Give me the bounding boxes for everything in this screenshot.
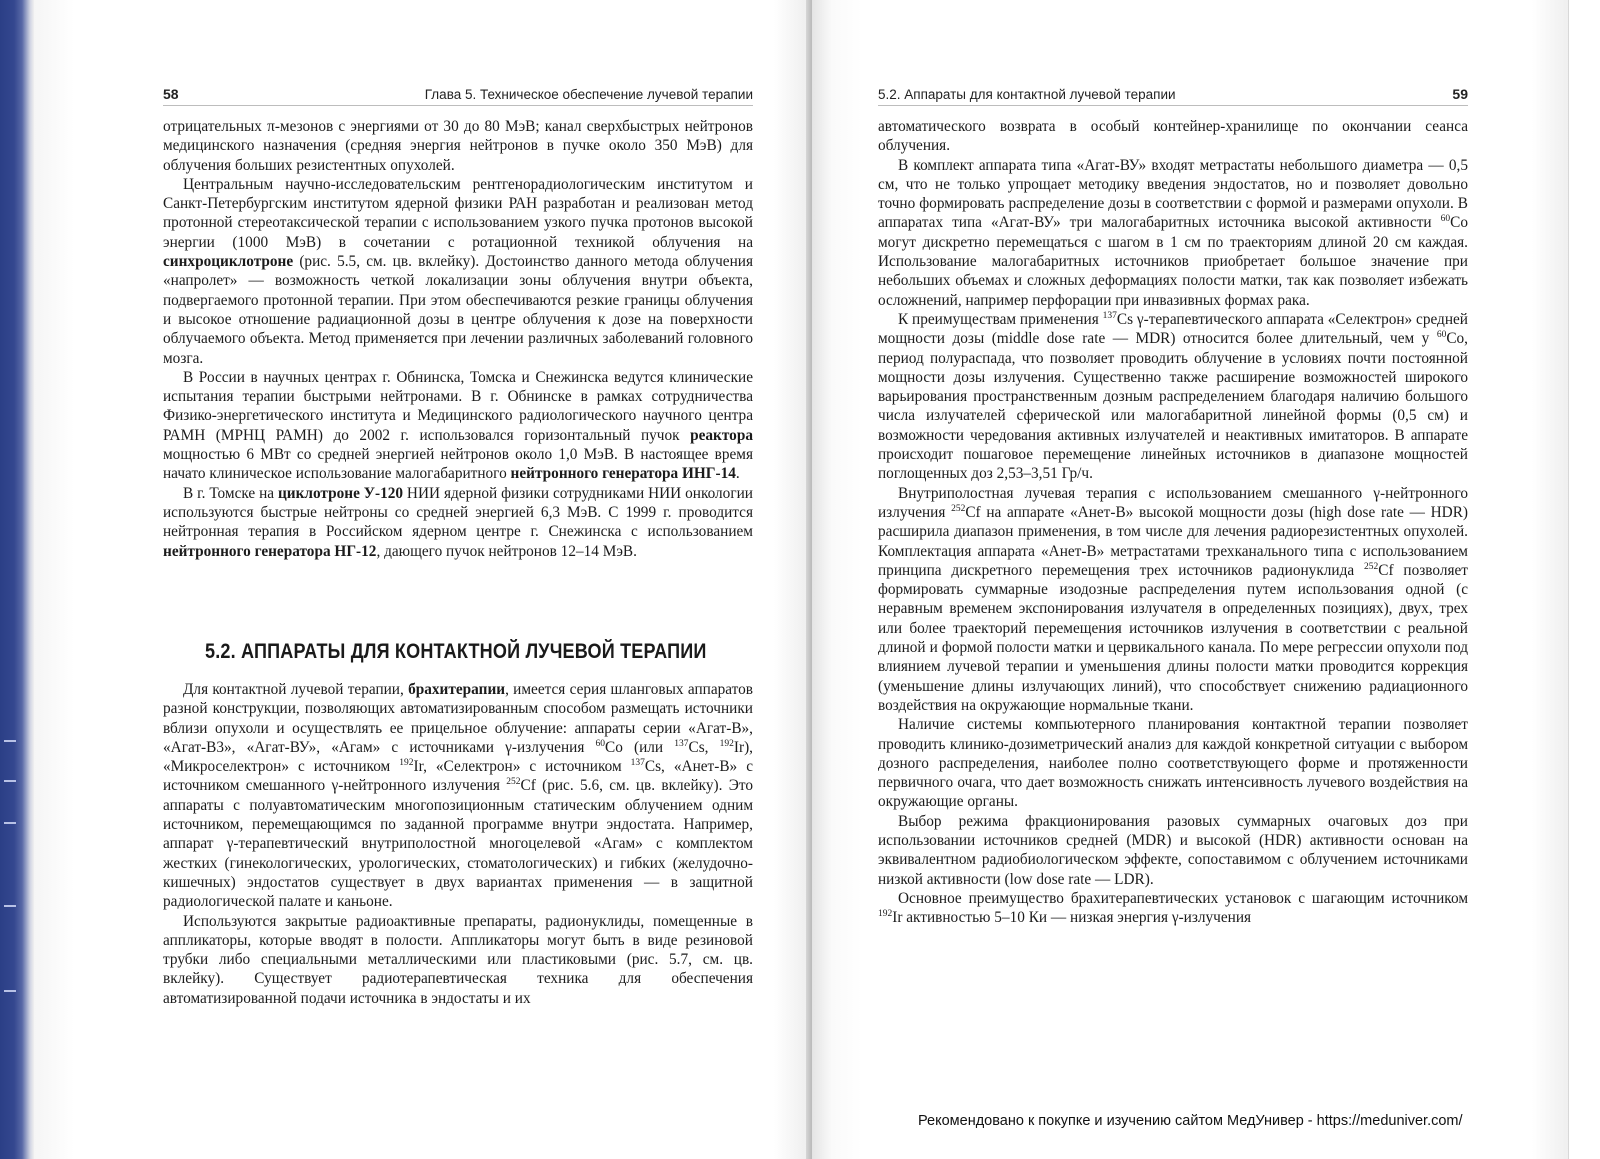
text-run: . bbox=[735, 465, 740, 483]
book-cover-edge bbox=[0, 0, 34, 1159]
text-run: Co, период полураспада, что позволяет проводить облучение в условиях почти постоянной мощности дозы излучения. Существенно также расширение возможностей широкого варьирования пространственным дозным распределением благодаря наличию большого числа излучателей сферической или малогабаритной линейной формы (0,5 см) и возможности чередования активных излучателей и неактивных имитаторов. В аппарате происходит пошаговое перемещение линейных источников в диапазоне мощностей поглощенных доз 2,53–3,51 Гр/ч. bbox=[878, 330, 1468, 483]
paragraph bbox=[878, 310, 1468, 484]
paragraph bbox=[163, 368, 753, 484]
text-run: Co (или bbox=[605, 738, 675, 756]
text-run: НИИ ядерной физики сотрудниками НИИ онкологии используются быстрые нейтроны со средней энергией 6,3 МэВ. С 1999 г. проводится нейтронная терапия в Российском ядерном центре г. Снежинска с использованием bbox=[163, 484, 753, 541]
text-run: , дающего пучок нейтронов 12–14 МэВ. bbox=[376, 542, 637, 560]
text-run: Наличие системы компьютерного планирования контактной терапии позволяет проводить клинико-дозиметрический анализ для каждой конкретной ситуации с выбором дозного распределения, наиболее полно соответствующего форме и протяженности первичного очага, что дает возможность снижать интенсивность лучевого воздействия на окружающие органы. bbox=[878, 716, 1468, 811]
footer-notice: Рекомендовано к покупке и изучению сайтом МедУнивер - https://meduniver.com/ bbox=[918, 1113, 1463, 1129]
text-run: Co могут дискретно перемещаться с шагом в 1 см по траекториям длиной 20 см каждая. Использование малогабаритных источников приобретает большое значение при небольших объемах и сложных деформациях полости матки, так как позволяет избежать осложнений, например перфорации при инвазивных формах рака. bbox=[878, 214, 1468, 309]
text-run: Cs, «Анет-В» с источником смешанного γ-нейтронного излучения bbox=[163, 758, 753, 795]
text-run: Cf позволяет формировать суммарные изодозные распределения путем использования одной (с неравным временем экспонирования излучателя в определенных позициях), двух, трех или более траекторий перемещения источников излучения в соответствии с реальной длиной и формой полости матки и цервикального канала. По мере регрессии опухоли под влиянием лучевой терапии и уменьшения длины полости матки проводится коррекция (уменьшение длины излучающих линий), что способствует снижению радиационного воздействия на окружающие нормальные ткани. bbox=[878, 561, 1468, 714]
text-run: мощностью 6 МВт со средней энергией нейтронов около 1,0 МэВ. В настоящее время начато клиническое использование малогабаритного bbox=[163, 446, 753, 483]
right-running-head bbox=[878, 80, 1468, 106]
text-run: Cs γ-терапевтического аппарата «Селектрон» средней мощности дозы (middle dose rate — MDR) относится более длительный, чем у bbox=[878, 310, 1468, 348]
text-run: , имеется серия шланговых аппаратов разной конструкции, позволяющих автоматизированным способом размещать источники вблизи опухоли и осуществлять ее прицельное облучение: аппараты серии «Агат-В», «Агат-В3», «Агат-ВУ», «Агам» с источниками γ-излучения bbox=[163, 681, 753, 756]
text-run: К преимуществам применения bbox=[898, 310, 1103, 328]
isotope-mass-number: 137 bbox=[1102, 310, 1117, 321]
isotope-mass-number: 252 bbox=[1364, 561, 1379, 572]
isotope-mass-number: 252 bbox=[506, 777, 521, 788]
isotope-mass-number: 60 bbox=[1440, 214, 1451, 225]
paragraph bbox=[878, 156, 1468, 310]
text-run: Cf (рис. 5.6, см. цв. вклейку). Это аппараты с полуавтоматическим многопозиционным статическим облучением одним источником, перемещающимся по заданной программе внутри эндостата. Например, аппарат γ-терапевтический внутриполостной многоцелевой «Агам» с комплектом жестких (гинекологических, урологических, стоматологических) и гибких (желудочно-кишечных) эндостатов существует в двух вариантах применения — в защитной радиологической палате и каньоне. bbox=[163, 777, 753, 911]
isotope-mass-number: 252 bbox=[951, 503, 966, 514]
left-text-bottom bbox=[163, 680, 753, 1008]
text-run: В г. Томске на bbox=[183, 484, 278, 502]
page-number-right: 59 bbox=[1452, 86, 1468, 102]
text-run: Для контактной лучевой терапии, bbox=[183, 681, 409, 698]
paragraph bbox=[878, 484, 1468, 716]
text-run: Внутриполостная лучевая терапия с использованием смешанного γ-нейтронного излучения bbox=[878, 484, 1468, 521]
section-heading: 5.2. АППАРАТЫ ДЛЯ КОНТАКТНОЙ ЛУЧЕВОЙ ТЕРАПИИ bbox=[205, 640, 707, 663]
left-running-head bbox=[163, 80, 753, 106]
right-text bbox=[878, 117, 1468, 927]
page-edge-right bbox=[1568, 0, 1600, 1159]
text-run: Основное преимущество брахитерапевтических установок с шагающим источником bbox=[898, 889, 1468, 907]
isotope-mass-number: 192 bbox=[878, 909, 893, 920]
paragraph bbox=[163, 117, 753, 175]
left-text-top bbox=[163, 117, 753, 561]
paragraph bbox=[878, 812, 1468, 889]
text-run: Используются закрытые радиоактивные препараты, радионуклиды, помещенные в аппликаторы, которые вводят в полости. Аппликаторы могут быть в виде резиновой трубки либо специальными металлическими или пластиковыми (рис. 5.7, см. цв. вклейку). Существует радиотерапевтическая техника для обеспечения автоматизированной подачи источника в эндостаты и их bbox=[163, 912, 753, 1007]
bold-term: брахитерапии bbox=[408, 681, 506, 698]
text-run: В комплект аппарата типа «Агат-ВУ» входят метрастаты небольшого диаметра — 0,5 см, что не только упрощает методику введения эндостатов, но и позволяет довольно точно формировать распределение дозы в соответствии с формой и размерами опухоли. В аппаратах типа «Агат-ВУ» три малогабаритных источника высокой активности bbox=[878, 156, 1468, 232]
isotope-mass-number: 137 bbox=[674, 738, 689, 749]
isotope-mass-number: 192 bbox=[719, 738, 734, 749]
text-run: Ir активностью 5–10 Ки — низкая энергия γ-излучения bbox=[892, 909, 1252, 927]
paragraph bbox=[163, 912, 753, 1008]
text-run: Выбор режима фракционирования разовых суммарных очаговых доз при использовании источников средней (MDR) и высокой (HDR) активности основан на эквивалентном радиобиологическом эффекте, сопоставимом с облучением источниками низкой активности (low dose rate — LDR). bbox=[878, 812, 1468, 888]
text-run: отрицательных π-мезонов с энергиями от 30 до 80 МэВ; канал сверхбыстрых нейтронов медицинского назначения (средняя энергия нейтронов в пучке около 350 МэВ) для облучения больших резистентных опухолей. bbox=[163, 118, 753, 174]
paragraph bbox=[878, 889, 1468, 928]
text-run: Cs, bbox=[688, 738, 720, 756]
chapter-title: Глава 5. Техническое обеспечение лучевой терапии bbox=[424, 87, 753, 102]
text-run: автоматического возврата в особый контейнер-хранилище по окончании сеанса облучения. bbox=[878, 118, 1468, 155]
paragraph bbox=[878, 715, 1468, 811]
text-run: Ir), «Микроселектрон» с источником bbox=[163, 738, 753, 776]
text-run: Центральным научно-исследовательским рентгенорадиологическим институтом и Санкт-Петербургским институтом ядерной физики РАН разработан и реализован метод протонной стереотаксической терапии с использованием узкого пучка протонов высокой энергии (1000 МэВ) в сочетании с ротационной техникой облучения на bbox=[163, 175, 753, 251]
bold-term: реактора bbox=[690, 426, 753, 444]
isotope-mass-number: 60 bbox=[1436, 330, 1447, 341]
isotope-mass-number: 137 bbox=[630, 758, 645, 769]
page-number-left: 58 bbox=[163, 86, 179, 102]
isotope-mass-number: 60 bbox=[595, 738, 606, 749]
paragraph bbox=[163, 680, 753, 912]
paragraph bbox=[878, 117, 1468, 156]
bold-term: циклотроне У-120 bbox=[277, 484, 404, 502]
bold-term: нейтронного генератора ИНГ-14 bbox=[510, 465, 736, 483]
bold-term: синхроциклотроне bbox=[163, 253, 294, 271]
text-run: В России в научных центрах г. Обнинска, Томска и Снежинска ведутся клинические испытания терапии быстрыми нейтронами. В г. Обнинске в рамках сотрудничества Физико-энергетического института и Медицинского радиологического научного центра РАМН (МРНЦ РАМН) до 2002 г. использовался горизонтальный пучок bbox=[163, 368, 753, 444]
text-run: Cf на аппарате «Анет-В» высокой мощности дозы (high dose rate — HDR) расширила диапазон применения, в том числе для лечения радиорезистентных опухолей. Комплектация аппарата «Анет-В» метрастатами трехканального типа с использованием принципа дискретного перемещения трех источников радионуклида bbox=[878, 503, 1468, 579]
paragraph bbox=[163, 175, 753, 368]
section-title: 5.2. Аппараты для контактной лучевой терапии bbox=[878, 87, 1176, 102]
text-run: Ir, «Селектрон» с источником bbox=[413, 758, 631, 776]
bold-term: нейтронного генератора НГ-12 bbox=[163, 542, 377, 560]
paragraph bbox=[163, 484, 753, 561]
isotope-mass-number: 192 bbox=[399, 758, 414, 769]
text-run: (рис. 5.5, см. цв. вклейку). Достоинство данного метода облучения «напролет» — возможность четкой локализации зоны облучения внутри объекта, подвергаемого протонной терапии. При этом обеспечиваются резкие границы облучения и высокое отношение радиационной дозы в центре облучения к дозе на поверхности облучаемого объекта. Метод применяется при лечении различных заболеваний головного мозга. bbox=[163, 253, 753, 367]
